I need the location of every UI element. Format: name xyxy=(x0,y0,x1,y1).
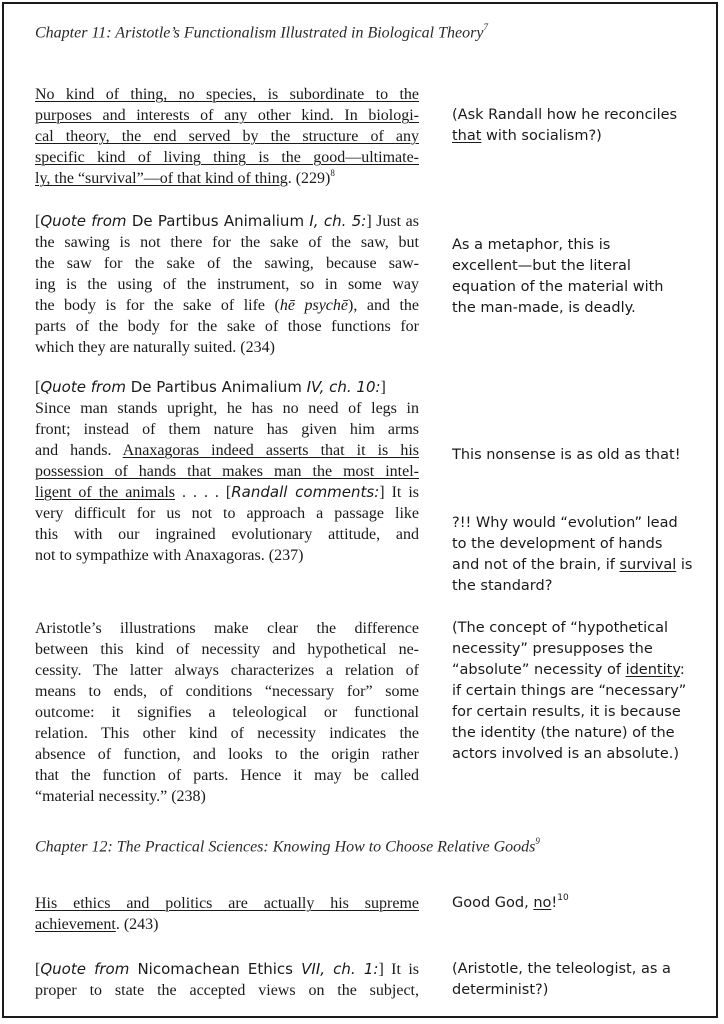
entry-line: “material necessity.” (238) xyxy=(35,788,206,805)
entry-line: parts of the body for the sake of those functions for xyxy=(35,318,419,335)
page-reference: . (229) xyxy=(287,170,331,187)
entry-line: between this kind of necessity and hypothetical ne- xyxy=(35,641,419,658)
margin-note-determinist xyxy=(452,959,697,1001)
entry-line: and hands. Anaxagoras indeed asserts that it is his xyxy=(35,442,419,459)
entry-line: cessity. The latter always characterizes a relation of xyxy=(35,662,419,679)
entry-line: ing is the using of the instrument, so in some way xyxy=(35,276,419,293)
chapter-11-footnote-marker: 7 xyxy=(483,22,488,32)
margin-note-metaphor xyxy=(452,235,697,319)
note-line: This nonsense is as old as that! xyxy=(452,447,681,463)
entry-line: ligent of the animals . . . . [Randall comments:] It is xyxy=(35,483,420,501)
entry-line: outcome: it signifies a teleological or functional xyxy=(35,704,419,721)
entry-line: means to ends, of conditions “necessary for” some xyxy=(35,683,419,700)
underlined-text: ligent of the animals xyxy=(35,484,176,501)
entry-line: achievement. (243) xyxy=(35,916,159,933)
entry-line: absence of function, and looks to the origin rather xyxy=(35,746,419,763)
entry-line: possession of hands that makes man the most intel- xyxy=(35,463,419,480)
note-line: if certain things are “necessary” xyxy=(452,683,687,699)
entry-line: Since man stands upright, he has no need of legs in xyxy=(35,400,419,417)
chapter-12-title: Chapter 12: The Practical Sciences: Knowing How to Choose Relative Goods xyxy=(35,838,536,856)
entry-line: [Quote from De Partibus Animalium IV, ch. 10:] xyxy=(35,378,386,396)
entry-line: His ethics and politics are actually his supreme xyxy=(35,895,419,912)
book-page xyxy=(2,2,718,1018)
underlined-text: no xyxy=(533,895,552,911)
note-line: for certain results, it is because xyxy=(452,704,681,720)
margin-note-nonsense xyxy=(452,445,697,466)
footnote-marker: 10 xyxy=(557,893,569,904)
entry-line: the body is for the sake of life (hē psychē), and the xyxy=(35,297,420,314)
margin-note-hypothetical-necessity xyxy=(452,618,697,765)
note-line: Good God, no!$^{10}$ xyxy=(452,893,569,911)
underlined-text: identity xyxy=(625,662,680,678)
note-line: the identity (the nature) of the xyxy=(452,725,675,741)
note-line: the standard? xyxy=(452,578,553,594)
entry-line xyxy=(35,168,419,189)
chapter-12-heading xyxy=(35,837,540,856)
entry-line: No kind of thing, no species, is subordinate to the xyxy=(35,86,419,103)
note-line: and not of the brain, if survival is xyxy=(452,557,693,573)
underlined-text: ly, the “survival”—of that kind of thing xyxy=(35,170,288,187)
chapter-11-heading xyxy=(35,23,488,42)
quote-entry-necessity xyxy=(35,618,419,807)
margin-note-good-god xyxy=(452,893,697,914)
entry-line: the sawing is not there for the sake of the saw, but xyxy=(35,234,419,251)
quote-entry-de-partibus-1 xyxy=(35,211,419,358)
entry-line: [Quote from De Partibus Animalium I, ch. 5:] Just as xyxy=(35,212,419,230)
note-line: (The concept of “hypothetical xyxy=(452,620,668,636)
margin-note-socialism xyxy=(452,105,697,147)
entry-line: that the function of parts. Hence it may be called xyxy=(35,767,419,784)
underlined-text: Anaxagoras indeed asserts that it is his xyxy=(122,442,419,459)
note-line: excellent—but the literal xyxy=(452,258,631,274)
note-line: necessity” presupposes the xyxy=(452,641,653,657)
entry-line: very difficult for us not to approach a passage like xyxy=(35,505,419,522)
underlined-text: that xyxy=(452,128,482,144)
note-line: to the development of hands xyxy=(452,536,663,552)
note-line: ?!! Why would “evolution” lead xyxy=(452,515,678,531)
chapter-12-footnote-marker: 9 xyxy=(535,836,540,846)
note-line: equation of the material with xyxy=(452,279,664,295)
quote-entry-survival xyxy=(35,84,419,189)
quote-entry-de-partibus-2 xyxy=(35,377,419,566)
margin-note-evolution xyxy=(452,513,697,597)
quote-entry-ethics xyxy=(35,893,419,935)
underlined-text: survival xyxy=(619,557,677,573)
entry-line: this with our ingrained evolutionary attitude, and xyxy=(35,526,419,543)
underlined-text: achievement xyxy=(35,916,116,933)
note-line: the man-made, is deadly. xyxy=(452,300,636,316)
note-line: (Aristotle, the teleologist, as a xyxy=(452,961,671,977)
quote-entry-nicomachean xyxy=(35,959,419,1001)
note-line: actors involved is an absolute.) xyxy=(452,746,680,762)
chapter-11-title: Chapter 11: Aristotle’s Functionalism Illustrated in Biological Theory xyxy=(35,24,484,42)
note-line: As a metaphor, this is xyxy=(452,237,611,253)
entry-line: specific kind of living thing is the good—ultimate- xyxy=(35,149,419,166)
entry-line: front; instead of them nature has given him arms xyxy=(35,421,419,438)
footnote-marker: 8 xyxy=(330,167,335,178)
entry-line: purposes and interests of any other kind. In biologi- xyxy=(35,107,419,124)
entry-line: Aristotle’s illustrations make clear the difference xyxy=(35,620,419,637)
note-line: that with socialism?) xyxy=(452,128,602,144)
note-line: “absolute” necessity of identity: xyxy=(452,662,685,678)
entry-line: [Quote from Nicomachean Ethics VII, ch. 1:] It is xyxy=(35,960,419,978)
entry-line: not to sympathize with Anaxagoras. (237) xyxy=(35,547,304,564)
entry-line: cal theory, the end served by the structure of any xyxy=(35,128,419,145)
entry-line: which they are naturally suited. (234) xyxy=(35,339,275,356)
entry-line: relation. This other kind of necessity indicates the xyxy=(35,725,419,742)
entry-line: proper to state the accepted views on the subject, xyxy=(35,982,419,999)
note-line: (Ask Randall how he reconciles xyxy=(452,107,678,123)
entry-line: the saw for the sake of the sawing, because saw- xyxy=(35,255,419,272)
note-line: determinist?) xyxy=(452,982,549,998)
